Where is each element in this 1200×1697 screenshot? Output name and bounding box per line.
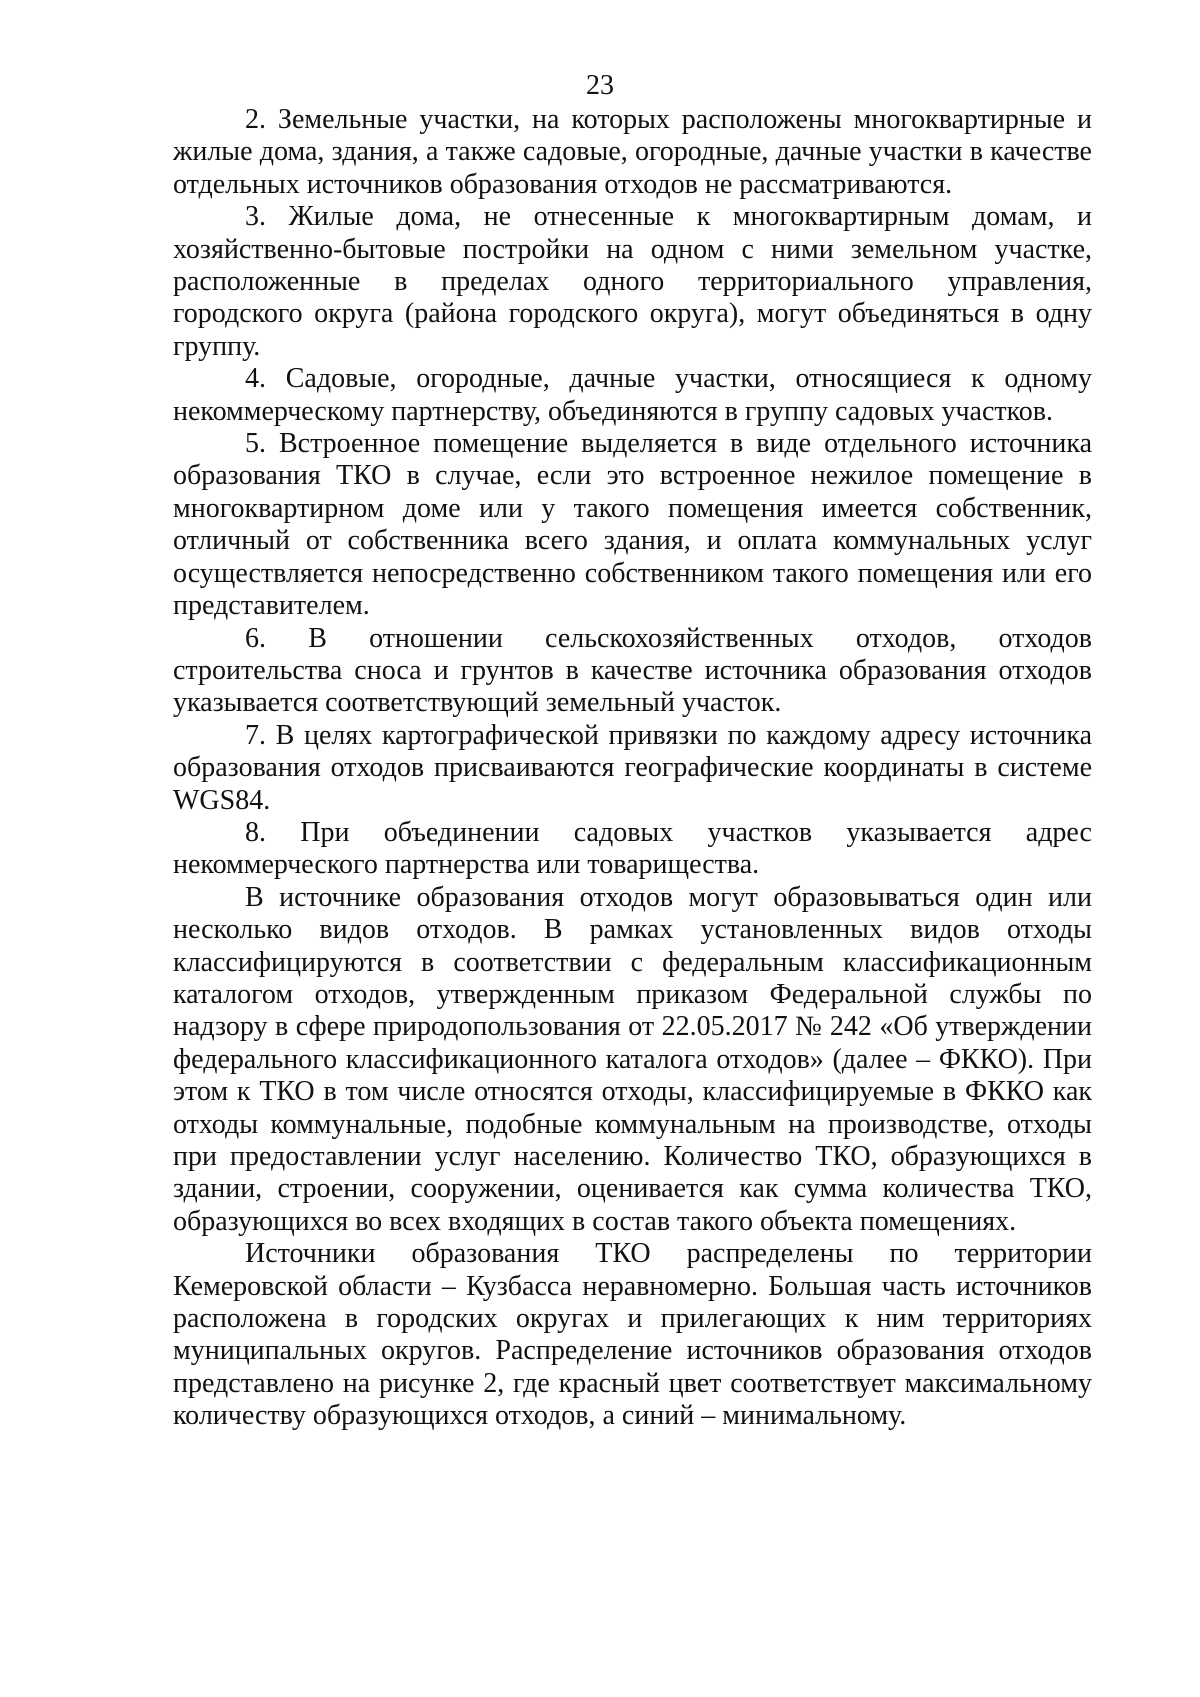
paragraph-item-2: 2. Земельные участки, на которых расположены многоквартирные и жилые дома, здания, а также садовые, огородные, дачные участки в качестве отдельных источников образования отходов не рассматриваются. [173,104,1092,200]
paragraph-item-8: 8. При объединении садовых участков указывается адрес некоммерческого партнерства или товарищества. [173,816,1092,881]
paragraph-item-3: 3. Жилые дома, не отнесенные к многоквартирным домам, и хозяйственно-бытовые постройки на одном с ними земельном участке, расположенные в пределах одного территориального управления, городского округа (района городского округа), могут объединяться в одну группу. [173,201,1092,362]
paragraph-item-5: 5. Встроенное помещение выделяется в виде отдельного источника образования ТКО в случае, если это встроенное нежилое помещение в многоквартирном доме или у такого помещения имеется собственник, отличный от собственника всего здания, и оплата коммунальных услуг осуществляется непосредственно собственником такого помещения или его представителем. [173,428,1092,622]
paragraph-item-6: 6. В отношении сельскохозяйственных отходов, отходов строительства сноса и грунтов в качестве источника образования отходов указывается соответствующий земельный участок. [173,622,1092,719]
paragraph-waste-classification: В источнике образования отходов могут образовываться один или несколько видов отходов. В рамках установленных видов отходы классифицируются в соответствии с федеральным классификационным каталогом отходов, утвержденным приказом Федеральной службы по надзору в сфере природопользования от 22.05.2017 № 242 «Об утверждении федерального классификационного каталога отходов» (далее – ФККО). При этом к ТКО в том числе относятся отходы, классифицируемые в ФККО как отходы коммунальные, подобные коммунальным на производстве, отходы при предоставлении услуг населению. Количество ТКО, образующихся в здании, строении, сооружении, оценивается как сумма количества ТКО, образующихся во всех входящих в состав такого объекта помещениях. [173,881,1092,1237]
page-number: 23 [586,70,614,101]
paragraph-item-4: 4. Садовые, огородные, дачные участки, относящиеся к одному некоммерческому партнерству, объединяются в группу садовых участков. [173,363,1092,427]
paragraph-item-7: 7. В целях картографической привязки по каждому адресу источника образования отходов присваиваются географические координаты в системе WGS84. [173,719,1092,816]
paragraph-source-distribution: Источники образования ТКО распределены по территории Кемеровской области – Кузбасса неравномерно. Большая часть источников расположена в городских округах и прилегающих к ним территориях муниципальных округов. Распределение источников образования отходов представлено на рисунке 2, где красный цвет соответствует максимальному количеству образующихся отходов, а синий – минимальному. [173,1238,1092,1432]
body-text [173,104,1092,1433]
